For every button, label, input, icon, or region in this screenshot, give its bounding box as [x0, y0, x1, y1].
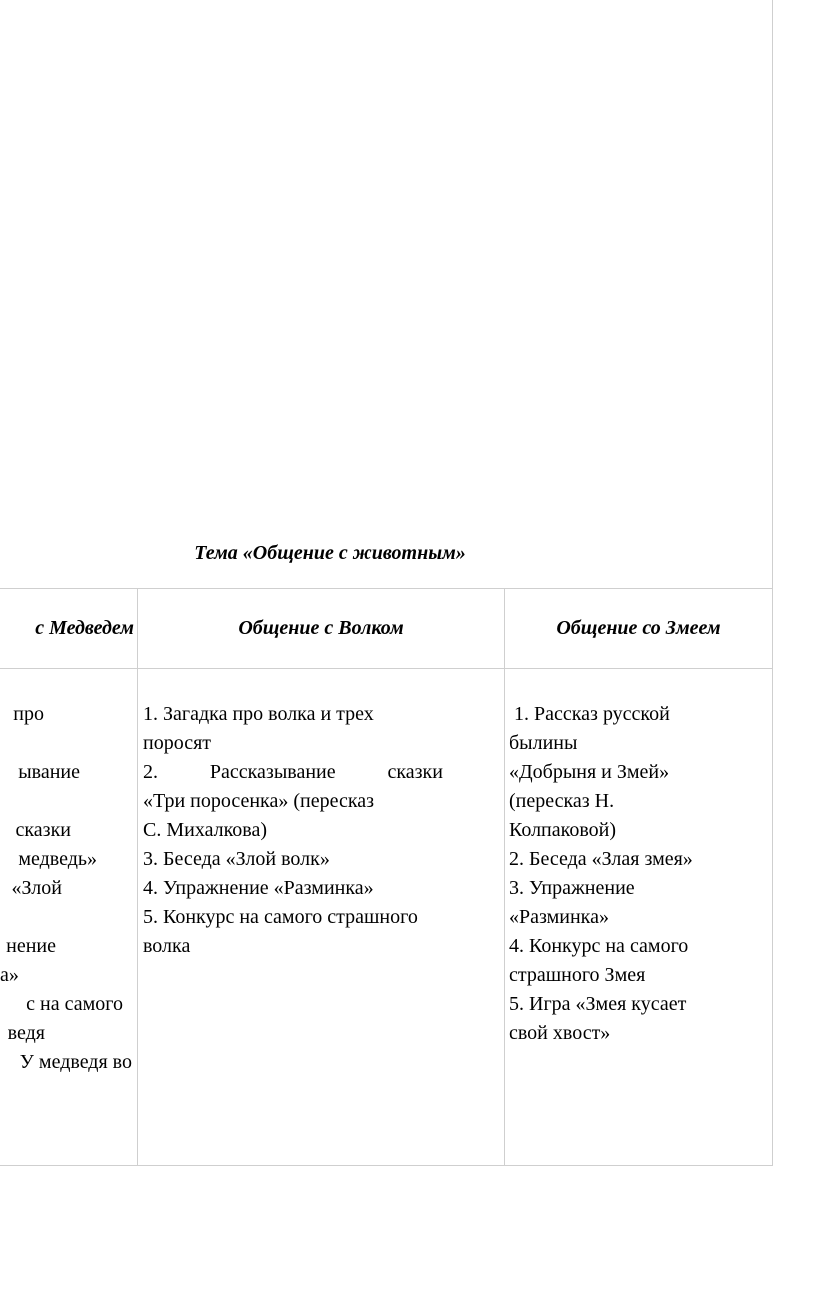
list-item: «Добрыня и Змей»	[509, 761, 670, 783]
list-item: нение	[6, 935, 56, 957]
list-item: 1. Рассказ русской	[509, 703, 670, 725]
list-item: (пересказ Н.	[509, 790, 615, 812]
table-cell-wolf	[143, 700, 443, 961]
page-title: Тема «Общение с животным»	[194, 542, 466, 564]
table-column-divider	[137, 588, 138, 1166]
list-item	[0, 787, 133, 816]
list-item: поросят	[143, 732, 212, 754]
justified-word: Рассказывание	[209, 761, 336, 783]
list-item: а»	[0, 964, 19, 986]
list-item: 2. Беседа «Злая змея»	[509, 848, 693, 870]
list-item	[0, 729, 133, 758]
list-item: с на самого	[26, 993, 123, 1015]
justified-word: сказки	[387, 761, 443, 783]
table-column-divider	[504, 588, 505, 1166]
list-item: 3. Беседа «Злой волк»	[143, 848, 330, 870]
list-item: «Три поросенка» (пересказ	[143, 790, 375, 812]
list-item	[143, 758, 443, 787]
table-cell-snake	[509, 700, 769, 1048]
table-header-snake: Общение со Змеем	[556, 616, 721, 639]
list-item: ывание	[18, 761, 80, 783]
list-item: Колпаковой)	[509, 819, 617, 841]
table-bottom-border	[0, 1165, 773, 1166]
table-cell-bear	[0, 700, 133, 1077]
list-item: 5. Конкурс на самого страшного	[143, 906, 418, 928]
table-header-bear: с Медведем	[35, 616, 134, 639]
list-item: свой хвост»	[509, 1022, 611, 1044]
list-item: ведя	[7, 1022, 45, 1044]
list-item: сказки	[15, 819, 71, 841]
list-item: 4. Упражнение «Разминка»	[143, 877, 374, 899]
list-item: «Разминка»	[509, 906, 609, 928]
list-item: былины	[509, 732, 578, 754]
list-item: С. Михалкова)	[143, 819, 268, 841]
list-item	[0, 903, 133, 932]
table-header-divider	[0, 668, 773, 669]
list-item: 4. Конкурс на самого	[509, 935, 689, 957]
page-right-border	[772, 0, 773, 1166]
list-item: «Злой	[11, 877, 62, 899]
list-item: У медведя во	[19, 1051, 132, 1073]
list-item: 1. Загадка про волка и трех	[143, 703, 374, 725]
list-item: страшного Змея	[509, 964, 646, 986]
list-item: медведь»	[18, 848, 97, 870]
list-item: волка	[143, 935, 191, 957]
table-header-wolf: Общение с Волком	[238, 616, 404, 639]
list-item: 3. Упражнение	[509, 877, 635, 899]
list-item: про	[13, 703, 44, 725]
justified-word: 2.	[143, 761, 158, 783]
list-item: 5. Игра «Змея кусает	[509, 993, 687, 1015]
